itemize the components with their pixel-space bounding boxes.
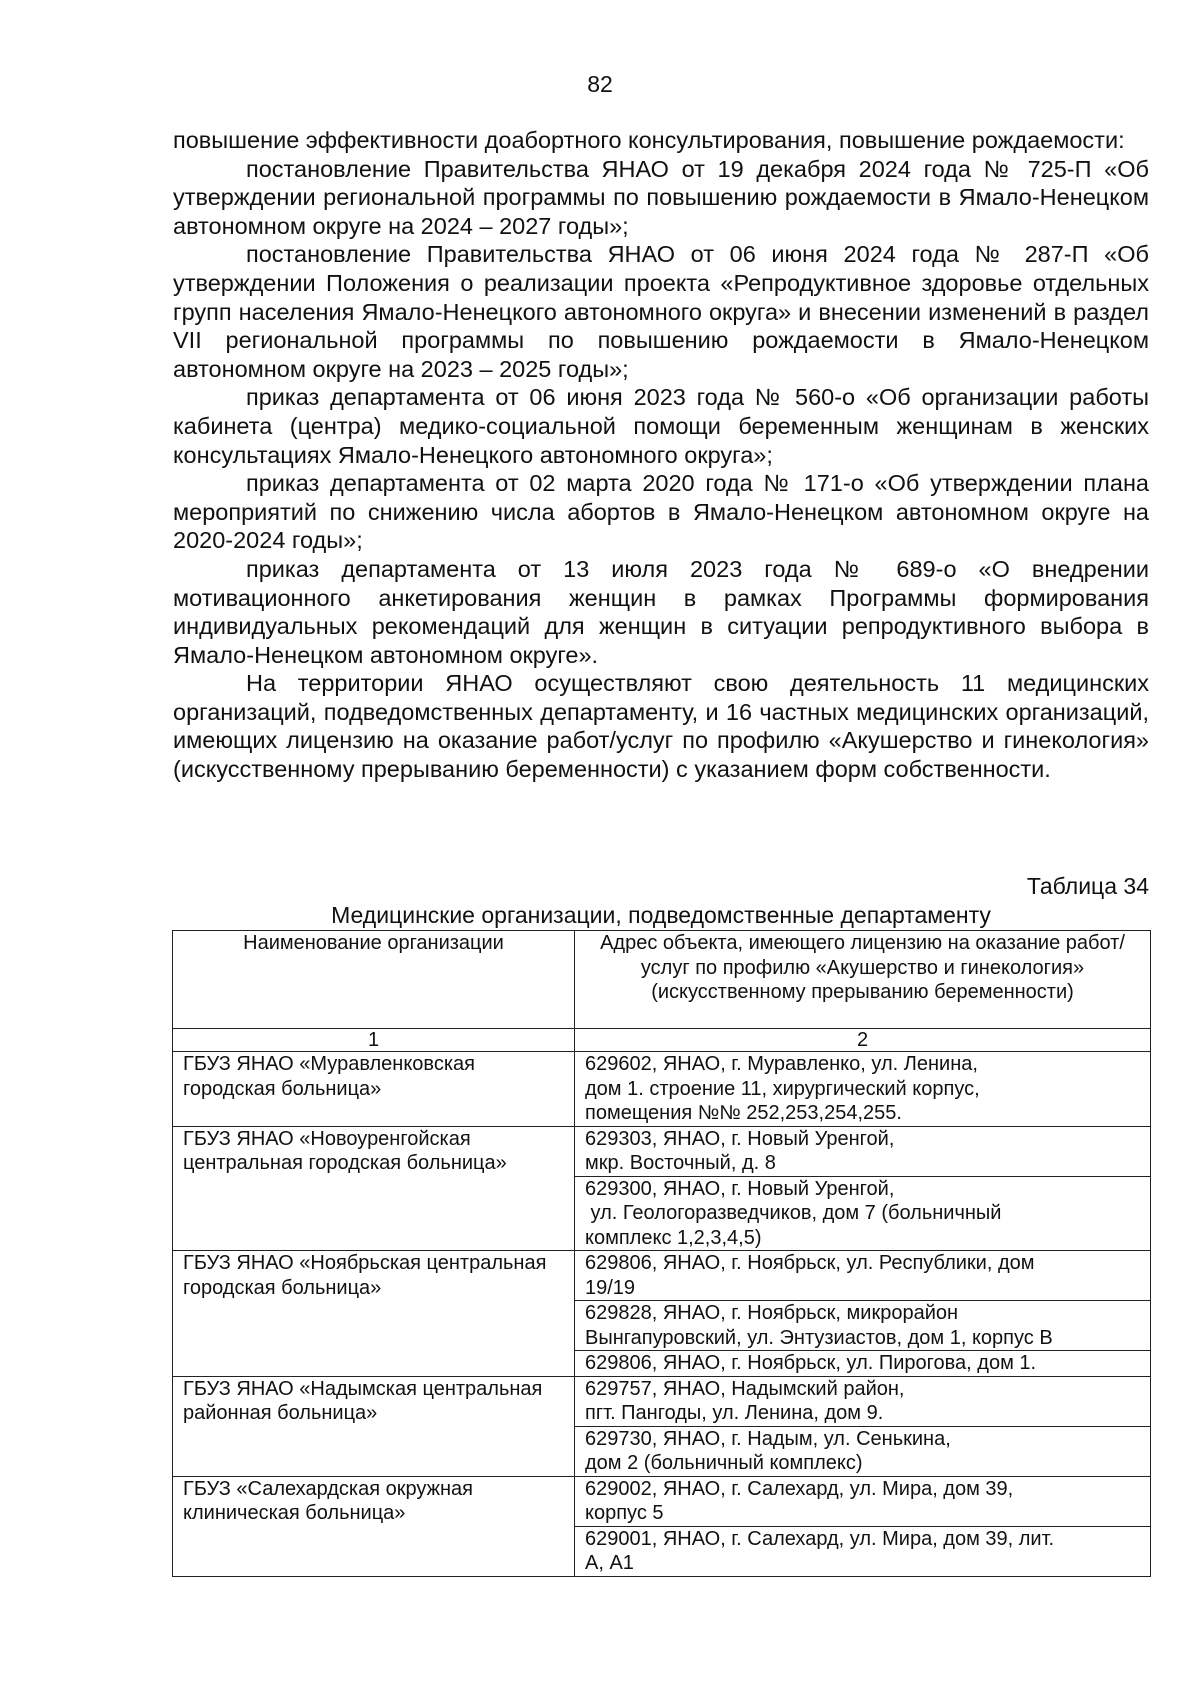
table-row [173,1376,1151,1426]
header-cell: Наименование организации [173,931,575,1029]
column-number: 2 [575,1029,1151,1052]
page-number: 82 [587,71,613,97]
address-line: корпус 5 [585,1502,664,1524]
address-line: Вынгапуровский, ул. Энтузиастов, дом 1, корпус В [585,1326,1053,1349]
address-line: А, А1 [585,1552,634,1574]
address-line: 629757, ЯНАО, Надымский район, [585,1377,905,1400]
address-line: дом 2 (больничный комплекс) [585,1452,863,1474]
organizations-table [172,930,1151,1577]
address-line: 629002, ЯНАО, г. Салехард, ул. Мира, дом 39, [585,1477,1014,1500]
address-line: ул. Геологоразведчиков, дом 7 (больничный [585,1202,1002,1224]
organization-name-cell: ГБУЗ «Салехардская окружная клиническая больница» [173,1476,575,1576]
table-title: Медицинские организации, подведомственные департаменту [331,902,991,928]
organization-name-cell: ГБУЗ ЯНАО «Новоуренгойская центральная городская больница» [173,1126,575,1251]
address-cell [575,1052,1151,1127]
paragraph: приказ департамента от 13 июля 2023 года № 689-о «О внедрении мотивационного анкетирования женщин в рамках Программы формирования индивидуальных рекомендаций для женщин в ситуации репродуктивного выбора в Ямало-Ненецком автономном округе». [173,555,1149,668]
address-cell [575,1251,1151,1301]
organization-name-cell: ГБУЗ ЯНАО «Ноябрьская центральная городская больница» [173,1251,575,1377]
header-cell: Адрес объекта, имеющего лицензию на оказание работ/услуг по профилю «Акушерство и гинекология» (искусственному прерыванию беременности) [575,931,1151,1029]
address-line: 629806, ЯНАО, г. Ноябрьск, ул. Пирогова, дом 1. [585,1352,1037,1374]
column-number-row [173,1029,1151,1052]
address-cell [575,1526,1151,1576]
address-cell [575,1126,1151,1176]
address-line: 629806, ЯНАО, г. Ноябрьск, ул. Республики, дом [585,1252,1035,1274]
paragraph: повышение эффективности доабортного консультирования, повышение рождаемости: [173,127,1125,153]
address-cell [575,1301,1151,1351]
address-cell [575,1351,1151,1377]
paragraph: приказ департамента от 06 июня 2023 года № 560-о «Об организации работы кабинета (центра) медико-социальной помощи беременным женщинам в женских консультациях Ямало-Ненецкого автономного округа»; [173,384,1149,468]
address-line: 629303, ЯНАО, г. Новый Уренгой, [585,1127,895,1150]
paragraph: На территории ЯНАО осуществляют свою деятельность 11 медицинских организаций, подведомственных департаменту, и 16 частных медицинских организаций, имеющих лицензию на оказание работ/услуг по профилю «Акушерство и гинекология» (искусственному прерыванию беременности) с указанием форм собственности. [173,670,1149,783]
body-text [173,126,1149,784]
address-line: 19/19 [585,1276,636,1299]
address-cell [575,1426,1151,1476]
organization-name-cell: ГБУЗ ЯНАО «Надымская центральная районная больница» [173,1376,575,1476]
table-row [173,1052,1151,1127]
paragraph: постановление Правительства ЯНАО от 06 июня 2024 года № 287-П «Об утверждении Положения о реализации проекта «Репродуктивное здоровье отдельных групп населения Ямало-Ненецкого автономного округа» и внесении изменений в раздел VII региональной программы по повышению рождаемости в Ямало-Ненецком автономном округе на 2023 – 2025 годы»; [173,241,1149,382]
table-row [173,1476,1151,1526]
organization-name-cell: ГБУЗ ЯНАО «Муравленковская городская больница» [173,1052,575,1127]
address-line: 629828, ЯНАО, г. Ноябрьск, микрорайон [585,1302,959,1324]
address-line: 629730, ЯНАО, г. Надым, ул. Сенькина, [585,1427,951,1450]
table-row [173,1251,1151,1301]
paragraph: постановление Правительства ЯНАО от 19 декабря 2024 года № 725-П «Об утверждении региональной программы по повышению рождаемости в Ямало-Ненецком автономном округе на 2024 – 2027 годы»; [173,155,1149,239]
address-cell [575,1476,1151,1526]
address-line: 629300, ЯНАО, г. Новый Уренгой, [585,1177,895,1200]
paragraph: приказ департамента от 02 марта 2020 года № 171-о «Об утверждении плана мероприятий по снижению числа абортов в Ямало-Ненецком автономном округе на 2020-2024 годы»; [173,470,1149,554]
address-cell [575,1176,1151,1251]
address-line: 629001, ЯНАО, г. Салехард, ул. Мира, дом 39, лит. [585,1527,1055,1550]
address-line: комплекс 1,2,3,4,5) [585,1226,762,1249]
address-line: помещения №№ 252,253,254,255. [585,1102,902,1124]
table-caption: Таблица 34 [1026,873,1149,899]
address-line: дом 1. строение 11, хирургический корпус, [585,1077,980,1100]
address-line: мкр. Восточный, д. 8 [585,1152,776,1174]
table-header-row [173,931,1151,1029]
table-row [173,1126,1151,1176]
address-cell [575,1376,1151,1426]
address-line: 629602, ЯНАО, г. Муравленко, ул. Ленина, [585,1053,978,1075]
address-line: пгт. Пангоды, ул. Ленина, дом 9. [585,1402,884,1424]
column-number: 1 [173,1029,575,1052]
